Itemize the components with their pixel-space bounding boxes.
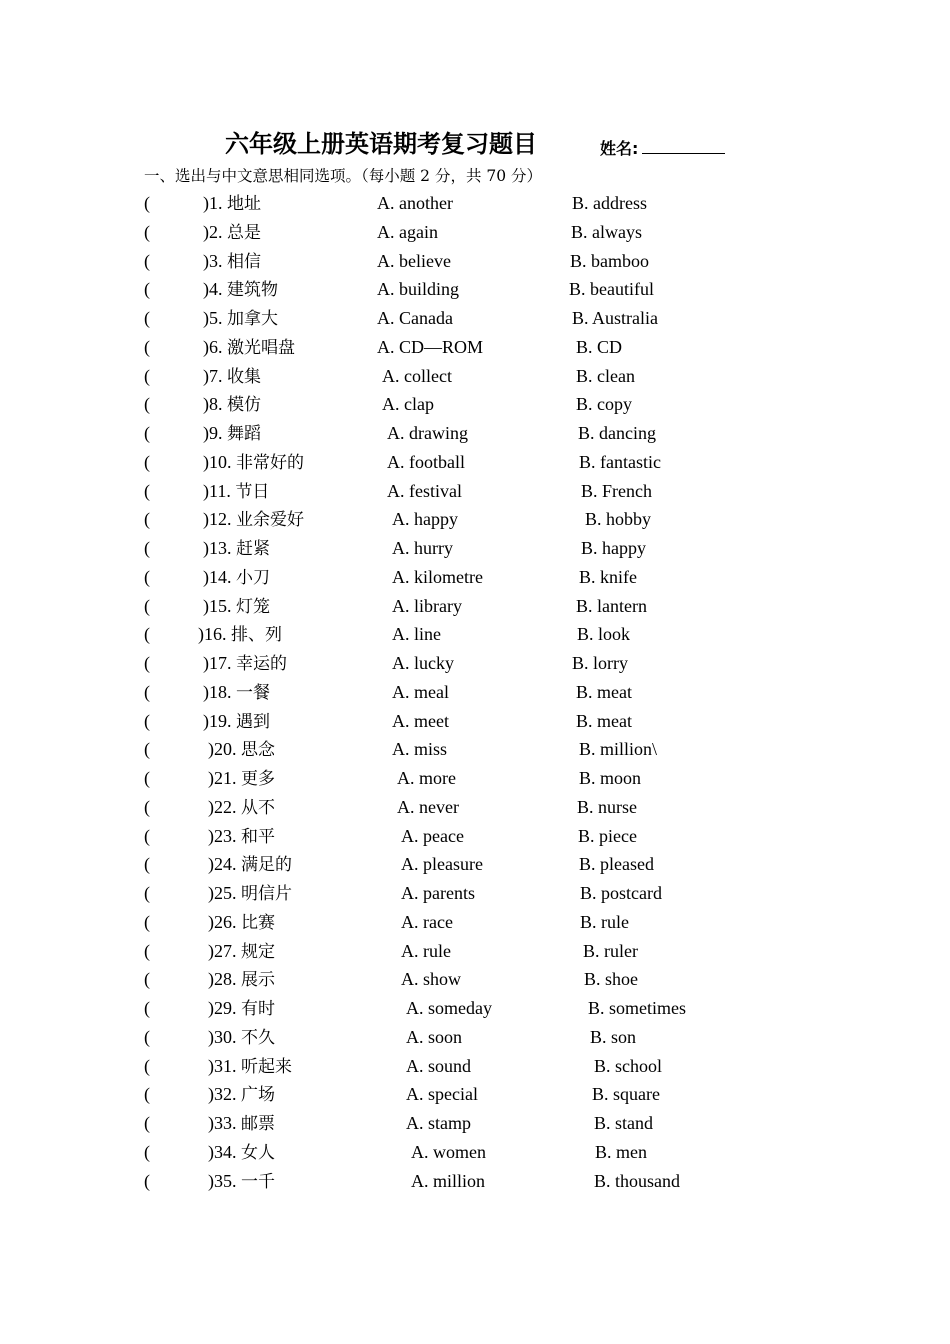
option-b: B. beautiful (569, 279, 654, 300)
question-row (0, 592, 950, 621)
question-chinese-text: 思念 (241, 740, 275, 761)
option-b: B. meat (576, 710, 632, 731)
option-a: A. CD—ROM (377, 336, 484, 357)
question-row (0, 275, 950, 304)
answer-blank-open-paren[interactable]: ( (144, 279, 150, 300)
option-b: B. nurse (577, 796, 637, 817)
answer-blank-open-paren[interactable]: ( (144, 1170, 150, 1191)
question-stem (203, 189, 261, 219)
question-stem (208, 1109, 275, 1139)
question-stem (208, 764, 275, 794)
question-stem (203, 707, 270, 737)
question-number: )15. (203, 595, 232, 616)
question-stem (203, 649, 287, 679)
question-stem (208, 908, 275, 938)
question-chinese-text: 比赛 (241, 912, 275, 933)
question-chinese-text: 收集 (227, 366, 261, 387)
option-b: B. lorry (572, 653, 628, 673)
option-a: A. sound (406, 1055, 472, 1076)
question-number: )2. (203, 221, 223, 242)
answer-blank-open-paren[interactable]: ( (144, 365, 150, 386)
option-a: A. collect (382, 365, 452, 386)
option-a: A. kilometre (392, 566, 483, 587)
option-b: B. square (592, 1084, 660, 1105)
option-b: B. copy (576, 394, 632, 415)
question-chinese-text: 不久 (241, 1027, 275, 1048)
option-a: A. drawing (387, 423, 468, 443)
answer-blank-open-paren[interactable]: ( (144, 940, 150, 961)
answer-blank-open-paren[interactable]: ( (144, 250, 150, 271)
question-chinese-text: 明信片 (241, 884, 292, 904)
question-number: )17. (203, 653, 232, 673)
answer-blank-open-paren[interactable]: ( (144, 1141, 150, 1162)
question-row (0, 477, 950, 506)
question-row (0, 764, 950, 793)
answer-blank-open-paren[interactable]: ( (144, 739, 150, 760)
answer-blank-open-paren[interactable]: ( (144, 451, 150, 472)
option-b: B. shoe (584, 969, 638, 990)
option-b: B. pleased (579, 854, 654, 875)
option-a: A. hurry (392, 538, 453, 558)
name-label: 姓名: (600, 139, 639, 158)
option-a: A. building (377, 279, 460, 300)
answer-blank-open-paren[interactable]: ( (144, 423, 150, 443)
question-number: )30. (208, 1026, 237, 1047)
question-number: )28. (208, 969, 237, 990)
question-row (0, 1138, 950, 1167)
answer-blank-open-paren[interactable]: ( (144, 193, 150, 213)
question-row (0, 1109, 950, 1138)
answer-blank-open-paren[interactable]: ( (144, 595, 150, 616)
option-a: A. again (377, 221, 438, 242)
option-b: B. postcard (580, 883, 662, 903)
question-stem (208, 793, 275, 823)
question-number: )32. (208, 1084, 237, 1105)
answer-blank-open-paren[interactable]: ( (144, 1055, 150, 1076)
option-b: B. men (595, 1141, 647, 1162)
question-row (0, 1052, 950, 1081)
option-a: A. rule (401, 940, 451, 961)
question-stem (203, 505, 304, 535)
question-chinese-text: 激光唱盘 (227, 337, 295, 358)
question-row (0, 707, 950, 736)
question-row (0, 937, 950, 966)
answer-blank-open-paren[interactable]: ( (144, 221, 150, 242)
option-b: B. address (572, 193, 647, 213)
answer-blank-open-paren[interactable]: ( (144, 1084, 150, 1105)
question-chinese-text: 建筑物 (227, 280, 278, 301)
option-b: B. son (590, 1026, 637, 1047)
question-stem (208, 1167, 275, 1197)
question-chinese-text: 非常好的 (236, 452, 304, 473)
option-b: B. bamboo (570, 250, 649, 271)
option-a: A. line (392, 624, 441, 645)
question-stem (208, 822, 275, 852)
header (0, 124, 950, 164)
option-a: A. meet (392, 710, 449, 731)
option-b: B. knife (579, 566, 637, 587)
question-stem (203, 563, 270, 593)
answer-blank-open-paren[interactable]: ( (144, 653, 150, 673)
answer-blank-open-paren[interactable]: ( (144, 566, 150, 587)
question-row (0, 304, 950, 333)
question-number: )11. (203, 480, 231, 501)
question-row (0, 218, 950, 247)
option-b: B. dancing (578, 423, 656, 443)
question-row (0, 793, 950, 822)
question-chinese-text: 规定 (241, 941, 275, 962)
answer-blank-open-paren[interactable]: ( (144, 624, 150, 645)
question-stem (208, 879, 292, 909)
option-a: A. football (387, 451, 465, 472)
option-b: B. thousand (594, 1170, 681, 1191)
answer-blank-open-paren[interactable]: ( (144, 394, 150, 415)
option-a: A. happy (392, 509, 458, 530)
option-a: A. clap (382, 394, 434, 415)
option-b: B. CD (576, 336, 623, 357)
option-b: B. million\ (579, 739, 658, 760)
option-b: B. look (577, 624, 631, 645)
option-b: B. rule (580, 911, 629, 932)
answer-blank-open-paren[interactable]: ( (144, 1113, 150, 1133)
question-chinese-text: 地址 (227, 194, 261, 214)
option-b: B. happy (581, 538, 646, 558)
question-number: )16. (198, 624, 227, 645)
option-a: A. soon (406, 1026, 463, 1047)
question-number: )24. (208, 854, 237, 875)
question-number: )1. (203, 193, 223, 213)
question-row (0, 908, 950, 937)
option-a: A. festival (387, 480, 462, 501)
question-stem (208, 1023, 275, 1053)
question-stem (208, 1052, 292, 1082)
question-stem (208, 735, 275, 765)
question-chinese-text: 排、列 (231, 625, 282, 646)
question-chinese-text: 遇到 (236, 711, 270, 732)
question-row (0, 822, 950, 851)
section-instruction: 一、选出与中文意思相同选项。（每小题 2 分，共 70 分） (144, 167, 543, 185)
option-a: A. more (397, 768, 456, 788)
option-b: B. sometimes (588, 998, 686, 1018)
page-title: 六年级上册英语期考复习题目 (225, 130, 537, 158)
question-row (0, 189, 950, 218)
question-chinese-text: 满足的 (241, 855, 292, 876)
question-number: )34. (208, 1141, 237, 1162)
option-a: A. million (411, 1170, 486, 1191)
answer-blank-open-paren[interactable]: ( (144, 509, 150, 530)
question-number: )5. (203, 308, 223, 328)
question-chinese-text: 广场 (241, 1085, 275, 1106)
answer-blank-open-paren[interactable]: ( (144, 1026, 150, 1047)
question-number: )14. (203, 566, 232, 587)
question-row (0, 505, 950, 534)
question-chinese-text: 业余爱好 (236, 510, 304, 531)
option-a: A. race (401, 911, 453, 932)
question-stem (203, 275, 278, 305)
question-chinese-text: 相信 (227, 251, 261, 272)
question-chinese-text: 模仿 (227, 395, 261, 416)
question-chinese-text: 邮票 (241, 1114, 275, 1134)
question-row (0, 649, 950, 678)
answer-blank-open-paren[interactable]: ( (144, 681, 150, 702)
option-b: B. hobby (585, 509, 652, 530)
question-chinese-text: 展示 (241, 970, 275, 991)
question-row (0, 850, 950, 879)
question-number: )13. (203, 538, 232, 558)
question-stem (208, 965, 275, 995)
question-row (0, 1023, 950, 1052)
option-b: B. stand (594, 1113, 654, 1133)
question-stem (203, 592, 270, 622)
question-number: )35. (208, 1170, 237, 1191)
answer-blank-open-paren[interactable]: ( (144, 883, 150, 903)
answer-blank-open-paren[interactable]: ( (144, 796, 150, 817)
option-a: A. miss (392, 739, 448, 760)
question-chinese-text: 和平 (241, 826, 275, 847)
question-stem (203, 333, 295, 363)
question-number: )22. (208, 796, 237, 817)
question-stem (203, 534, 270, 564)
question-number: )31. (208, 1055, 237, 1076)
answer-blank-open-paren[interactable]: ( (144, 969, 150, 990)
question-stem (203, 419, 261, 449)
option-b: B. ruler (583, 940, 638, 961)
question-number: )27. (208, 940, 237, 961)
question-stem (203, 247, 261, 277)
question-number: )10. (203, 451, 232, 472)
question-number: )33. (208, 1113, 237, 1133)
question-row (0, 620, 950, 649)
question-row (0, 965, 950, 994)
question-stem (203, 390, 261, 420)
answer-blank-open-paren[interactable]: ( (144, 710, 150, 731)
question-chinese-text: 舞蹈 (227, 424, 261, 444)
option-a: A. show (401, 969, 462, 990)
question-list (0, 189, 950, 1195)
question-number: )9. (203, 423, 223, 443)
question-stem (208, 850, 292, 880)
answer-blank-open-paren[interactable]: ( (144, 854, 150, 875)
option-b: B. meat (576, 681, 632, 702)
answer-blank-open-paren[interactable]: ( (144, 825, 150, 846)
question-row (0, 362, 950, 391)
question-row (0, 678, 950, 707)
question-chinese-text: 女人 (241, 1142, 275, 1163)
option-a: A. women (411, 1141, 486, 1162)
question-chinese-text: 更多 (241, 769, 275, 789)
question-stem (208, 937, 275, 967)
answer-blank-open-paren[interactable]: ( (144, 911, 150, 932)
question-row (0, 1080, 950, 1109)
option-b: B. always (571, 221, 642, 242)
question-chinese-text: 从不 (241, 797, 275, 818)
option-b: B. French (581, 480, 652, 501)
question-chinese-text: 灯笼 (236, 596, 270, 617)
option-b: B. clean (576, 365, 635, 386)
option-b: B. Australia (572, 308, 658, 328)
question-stem (208, 1138, 275, 1168)
question-chinese-text: 一千 (241, 1171, 275, 1192)
option-a: A. someday (406, 998, 492, 1018)
question-chinese-text: 赶紧 (236, 539, 270, 559)
question-stem (203, 678, 270, 708)
question-row (0, 735, 950, 764)
answer-blank-open-paren[interactable]: ( (144, 538, 150, 558)
question-row (0, 333, 950, 362)
question-number: )8. (203, 394, 223, 415)
option-b: B. lantern (576, 595, 647, 616)
question-number: )21. (208, 768, 237, 788)
question-number: )29. (208, 998, 237, 1018)
question-chinese-text: 总是 (227, 222, 261, 243)
question-stem (198, 620, 282, 650)
question-chinese-text: 一餐 (236, 682, 270, 703)
option-a: A. lucky (392, 653, 454, 673)
answer-blank-open-paren[interactable]: ( (144, 998, 150, 1018)
question-row (0, 563, 950, 592)
question-stem (203, 477, 269, 507)
question-number: )12. (203, 509, 232, 530)
option-a: A. parents (401, 883, 475, 903)
option-a: A. special (406, 1084, 478, 1105)
question-stem (203, 448, 304, 478)
question-number: )18. (203, 681, 232, 702)
question-chinese-text: 小刀 (236, 567, 270, 588)
option-a: A. another (377, 193, 453, 213)
question-chinese-text: 加拿大 (227, 309, 278, 329)
question-number: )6. (203, 336, 223, 357)
answer-blank-open-paren[interactable]: ( (144, 336, 150, 357)
option-b: B. fantastic (579, 451, 661, 472)
option-b: B. moon (579, 768, 642, 788)
question-stem (208, 1080, 275, 1110)
name-blank-line[interactable] (642, 152, 725, 154)
question-row (0, 247, 950, 276)
question-stem (203, 218, 261, 248)
question-chinese-text: 幸运的 (236, 654, 287, 674)
option-b: B. school (594, 1055, 663, 1076)
question-number: )26. (208, 911, 237, 932)
question-number: )20. (208, 739, 237, 760)
question-chinese-text: 有时 (241, 999, 275, 1019)
question-chinese-text: 节日 (235, 481, 270, 502)
question-stem (203, 304, 278, 334)
answer-blank-open-paren[interactable]: ( (144, 768, 150, 788)
question-number: )7. (203, 365, 223, 386)
option-a: A. Canada (377, 308, 453, 328)
question-row (0, 448, 950, 477)
question-row (0, 390, 950, 419)
question-row (0, 419, 950, 448)
option-b: B. piece (578, 825, 637, 846)
answer-blank-open-paren[interactable]: ( (144, 308, 150, 328)
option-a: A. meal (392, 681, 449, 702)
question-row (0, 994, 950, 1023)
option-a: A. believe (377, 250, 451, 271)
question-number: )25. (208, 883, 237, 903)
question-row (0, 879, 950, 908)
question-number: )19. (203, 710, 232, 731)
question-number: )4. (203, 279, 223, 300)
question-number: )3. (203, 250, 223, 271)
question-stem (208, 994, 275, 1024)
option-a: A. library (392, 595, 462, 616)
question-number: )23. (208, 825, 237, 846)
option-a: A. peace (401, 825, 464, 846)
answer-blank-open-paren[interactable]: ( (144, 480, 150, 501)
option-a: A. never (397, 796, 459, 817)
question-row (0, 534, 950, 563)
question-row (0, 1167, 950, 1196)
question-stem (203, 362, 261, 392)
option-a: A. stamp (406, 1113, 471, 1133)
option-a: A. pleasure (401, 854, 483, 875)
question-chinese-text: 听起来 (241, 1056, 292, 1077)
